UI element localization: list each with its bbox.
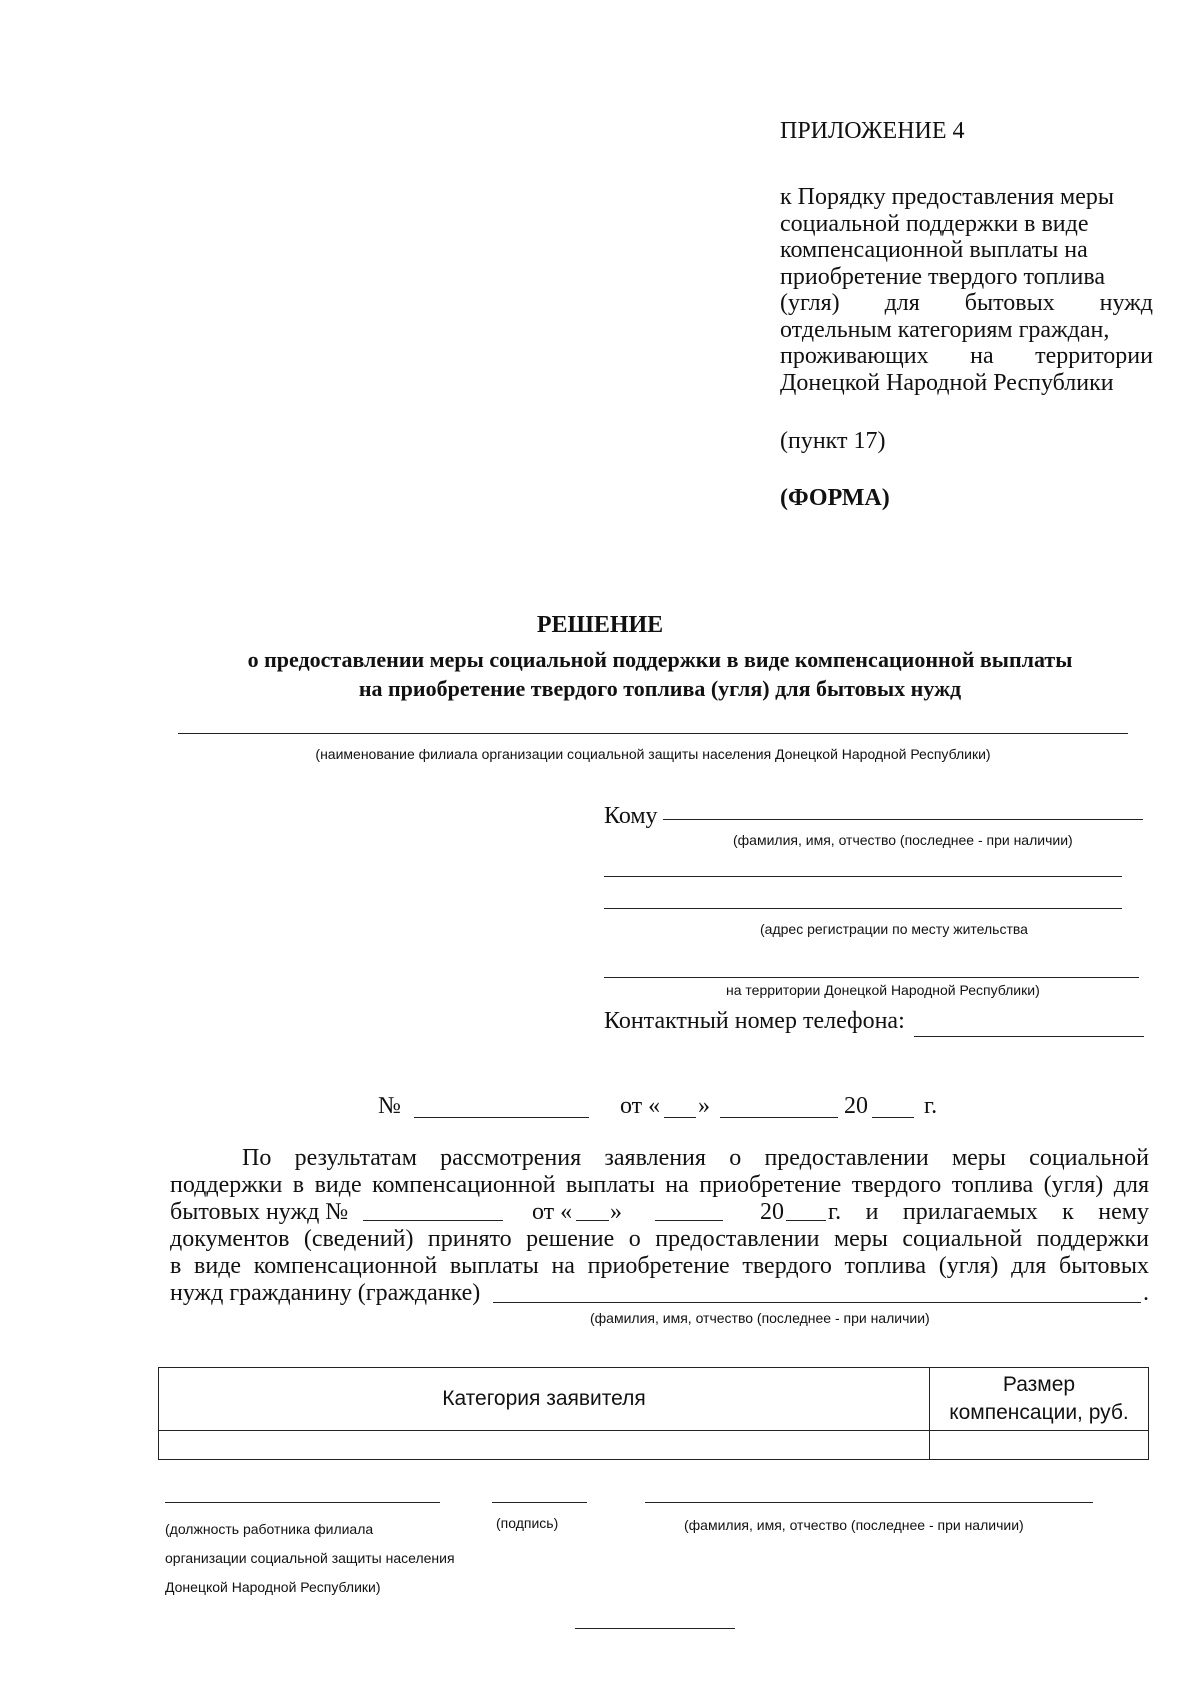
appendix-line: приобретение твердого топлива <box>780 263 1106 290</box>
year-prefix: 20 <box>844 1093 868 1119</box>
decision-title: РЕШЕНИЕ <box>536 612 664 638</box>
application-month-line[interactable] <box>655 1220 723 1221</box>
table-row <box>159 1431 1149 1460</box>
category-cell[interactable] <box>159 1431 930 1460</box>
date-from-label: от « <box>620 1093 661 1119</box>
recipient-fio-line[interactable] <box>663 819 1143 820</box>
appendix-point: (пункт 17) <box>780 428 886 454</box>
body-line: документов (сведений) принято решение о предоставлении меры социальной поддержки <box>170 1226 1149 1252</box>
signer-fio-line[interactable] <box>645 1502 1093 1503</box>
appendix-title: ПРИЛОЖЕНИЕ 4 <box>780 118 965 144</box>
territory-caption: на территории Донецкой Народной Республики) <box>726 982 1040 998</box>
application-year-line[interactable] <box>786 1220 826 1221</box>
date-year-line[interactable] <box>872 1117 914 1118</box>
date-quote-close: » <box>698 1093 710 1119</box>
decision-subtitle-line: о предоставлении меры социальной поддержки в виде компенсационной выплаты <box>247 647 1073 672</box>
amount-cell[interactable] <box>930 1431 1149 1460</box>
bottom-separator-line <box>575 1628 735 1629</box>
position-line[interactable] <box>165 1502 440 1503</box>
recipient-label: Кому <box>604 803 658 829</box>
amount-header <box>930 1368 1149 1431</box>
application-day-line[interactable] <box>576 1220 609 1221</box>
application-number-label: бытовых нужд № <box>170 1199 349 1225</box>
body-end-period: . <box>1143 1280 1149 1306</box>
position-caption <box>165 1515 455 1602</box>
citizen-fio-line[interactable] <box>493 1302 1141 1303</box>
branch-name-caption: (наименование филиала организации социальной защиты населения Донецкой Народной Республики) <box>315 746 991 762</box>
application-from-label: от « <box>532 1199 573 1225</box>
application-year-prefix: 20 <box>760 1199 784 1225</box>
decision-body <box>170 1145 1149 1307</box>
appendix-reference <box>780 184 1153 396</box>
signer-fio-caption: (фамилия, имя, отчество (последнее - при наличии) <box>684 1517 1024 1533</box>
form-label: (ФОРМА) <box>780 485 890 511</box>
year-suffix: г. <box>924 1093 938 1119</box>
amount-header-line: компенсации, руб. <box>949 1401 1129 1424</box>
phone-input-line[interactable] <box>914 1036 1144 1037</box>
appendix-line: Донецкой Народной Республики <box>780 369 1114 396</box>
body-line: поддержки в виде компенсационной выплаты на приобретение твердого топлива (угля) для <box>170 1172 1149 1198</box>
decision-number-line[interactable] <box>414 1117 589 1118</box>
citizen-label: нужд гражданину (гражданке) <box>170 1280 481 1306</box>
appendix-line: компенсационной выплаты на <box>780 237 1088 263</box>
decision-number-row <box>378 1093 958 1123</box>
body-line <box>170 1280 1149 1307</box>
signature-caption: (подпись) <box>496 1515 559 1531</box>
appendix-line: (угля) для бытовых нужд <box>780 290 1153 316</box>
application-number-line[interactable] <box>363 1220 503 1221</box>
category-table <box>158 1367 1149 1460</box>
number-sign: № <box>378 1093 401 1119</box>
appendix-line: к Порядку предоставления меры <box>780 184 1114 210</box>
decision-subtitle <box>180 645 1140 703</box>
citizen-fio-caption: (фамилия, имя, отчество (последнее - при наличии) <box>590 1310 930 1326</box>
phone-label: Контактный номер телефона: <box>604 1008 905 1034</box>
body-line: По результатам рассмотрения заявления о предоставлении меры социальной <box>242 1145 1149 1171</box>
branch-name-line[interactable] <box>178 733 1128 734</box>
appendix-line: социальной поддержки в виде <box>780 210 1089 237</box>
appendix-line: проживающих на территории <box>780 343 1153 369</box>
application-quote-close: » <box>610 1199 622 1225</box>
position-caption-line: (должность работника филиала <box>165 1521 374 1537</box>
recipient-fio-caption: (фамилия, имя, отчество (последнее - при наличии) <box>733 832 1073 848</box>
territory-line[interactable] <box>604 977 1139 978</box>
body-line <box>170 1199 1149 1226</box>
date-day-line[interactable] <box>664 1117 696 1118</box>
date-month-line[interactable] <box>720 1117 838 1118</box>
position-caption-line: Донецкой Народной Республики) <box>165 1579 381 1595</box>
address-caption: (адрес регистрации по месту жительства <box>760 921 1028 937</box>
address-line[interactable] <box>604 908 1122 909</box>
decision-subtitle-line: на приобретение твердого топлива (угля) для бытовых нужд <box>358 676 962 701</box>
position-caption-line: организации социальной защиты населения <box>165 1550 455 1566</box>
application-tail: г. и прилагаемых к нему <box>828 1199 1149 1225</box>
body-line: в виде компенсационной выплаты на приобретение твердого топлива (угля) для бытовых <box>170 1253 1149 1279</box>
amount-header-line: Размер <box>1002 1373 1076 1396</box>
appendix-line: отдельным категориям граждан, <box>780 316 1110 343</box>
recipient-extra-line[interactable] <box>604 876 1122 877</box>
signature-line[interactable] <box>492 1502 587 1503</box>
table-header-row <box>159 1368 1149 1431</box>
category-header: Категория заявителя <box>159 1368 930 1431</box>
